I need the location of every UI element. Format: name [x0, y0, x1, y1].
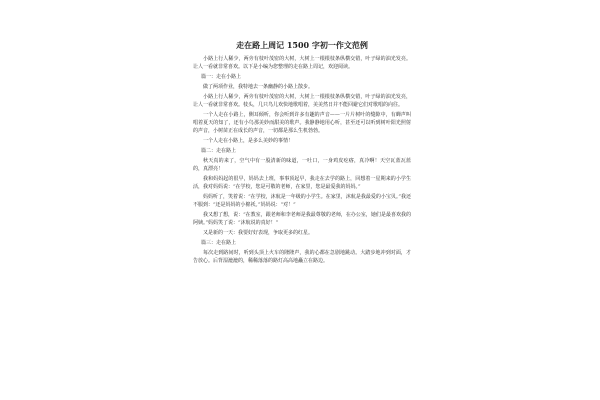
body-paragraph: 一个人走在小路上，是多么美妙的事情！: [203, 138, 294, 144]
body-paragraph: 我又想了想，说：“在教室，跟老师和李老师是我最尊敬的老师，在办公室，她们是最喜欢我的阿姨。”妈妈笑了说：“沐航说的真好！”: [193, 212, 411, 226]
body-paragraph: 一个人走在小路上，侧耳倾听，你会听到许多有趣的声音——一片片树叶的缝隙中，有蝉声叫唱着夏天的知了，还有小鸟那美妙而甜美的歌声。我静静地用心听，甚至还可以听到树叶阳光照射的声音，小树苗正在成长的声音，一切都是那么生机勃勃。: [193, 112, 411, 134]
document-body: [193, 73, 411, 265]
section-heading: 篇一：走在小路上: [201, 74, 242, 80]
body-paragraph: 小路上行人稀少，两旁有枝叶茂密的大树，大树上一根根枝条纵横交错，叶子绿的油光发亮，让人一看就非常喜欢。枝头，几只鸟儿欢快地歌唱着，美美然日并不能回避它们对歌唱的向往。: [193, 94, 411, 108]
body-paragraph: 秋天真的来了，空气中有一股清新的味道，一吐口，一身鸡皮疙瘩，真冷啊！天空瓦蓝瓦蓝的，真漂亮！: [193, 158, 411, 172]
body-paragraph: 妈妈听了，笑着说：“在学校，沐航是一年级的小学生。在家里，沐航是我最爱的小宝贝。”我还不服到：“还是妈妈的小棉袄。”妈妈说：“对！”: [193, 194, 411, 208]
section-heading: 篇二：走在路上: [201, 148, 237, 154]
section-heading: 篇三：走在路上: [201, 240, 237, 246]
body-paragraph: 我和妈妈起的很早，妈妈去上班，事事顶起早，我走在去学的路上，回想着一星期来的小学生活，我对妈妈说：“在学校，您是可敬的老师，在家里，您是最爱我的妈妈。”: [193, 176, 411, 190]
document-page: [193, 40, 411, 267]
body-paragraph: 每次走到路间时，听到头顶上火车的隆隆声，我的心都在急剧地跳动。大踏步地冲到对面，才告放心。后背湿漉漉的，稀稀落落的路灯高高地矗立在路边。: [193, 250, 411, 264]
body-paragraph: 做了两项作业，我特地去一条幽静的小路上散步。: [203, 84, 314, 90]
body-paragraph: 又是新的一天：我要好好表现，争取更多的红星。: [203, 230, 314, 236]
document-title: 走在路上周记 1500 字初一作文范例: [236, 40, 368, 50]
intro-paragraph: 小路上行人稀少，两旁有枝叶茂密的大树，大树上一根根枝条纵横交错，叶子绿的油光发亮。让人一看就非常喜欢。以下是小编为您整理的走在路上周记，欢迎阅读。: [193, 56, 411, 70]
